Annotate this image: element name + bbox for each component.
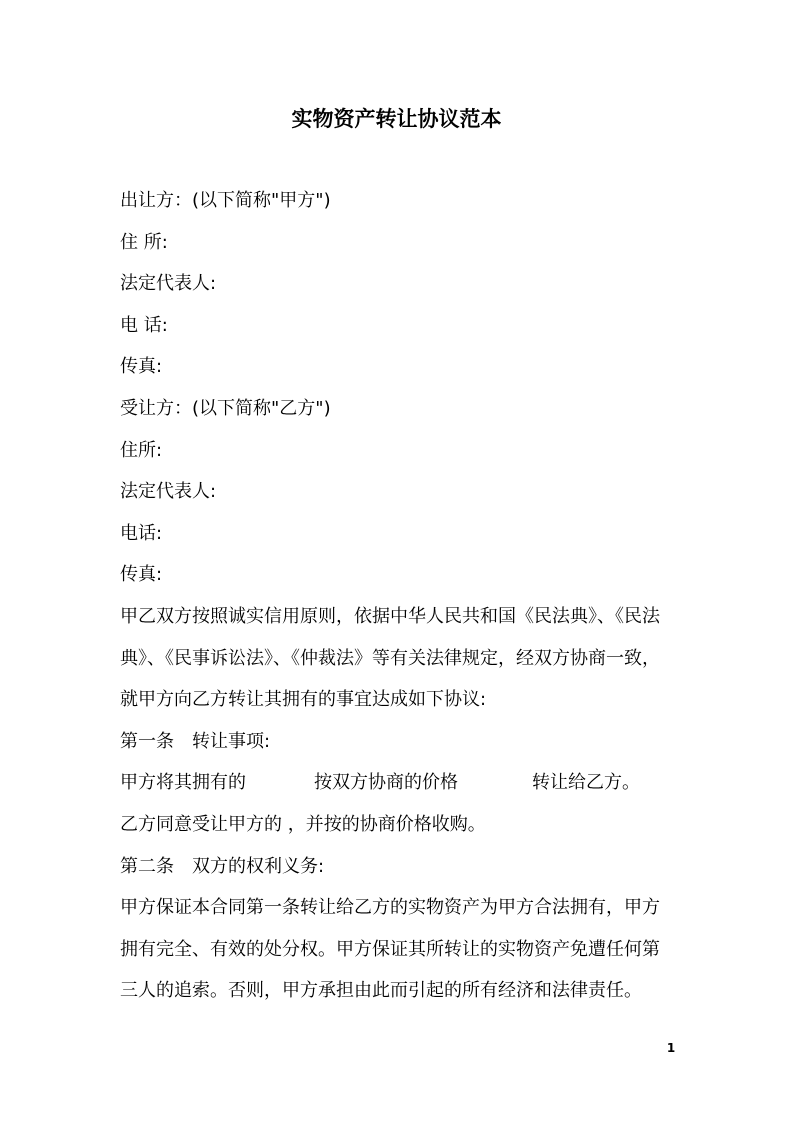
clause-2-number: 第二条 [120,855,174,877]
clause-2-line-2: 拥有完全、有效的处分权。甲方保证其所转让的实物资产免遭任何第 [120,938,660,960]
clause-1-sentence-1 [120,762,680,804]
transferee-address-line: 住所: [120,439,163,461]
transferor-legal-rep-line: 法定代表人: [120,273,217,295]
transferor-fax-line: 传真: [120,356,163,378]
clause-1-sentence-2: 乙方同意受让甲方的 ，并按的协商价格收购。 [120,813,486,835]
clause-1-part-3: 转让给乙方。 [532,772,640,794]
preamble-line-1: 甲乙双方按照诚实信用原则，依据中华人民共和国《民法典》、《民法 [120,605,660,627]
transferee-legal-rep-line: 法定代表人: [120,481,217,503]
clause-1-heading [120,721,680,763]
clause-1-number: 第一条 [120,730,174,752]
clause-1-title: 转让事项: [192,730,271,752]
clause-1-part-2: 按双方协商的价格 [314,772,458,794]
document-body [120,180,680,1012]
transferee-phone-line: 电话: [120,522,163,544]
clause-2-line-3: 三人的追索。否则，甲方承担由此而引起的所有经济和法律责任。 [120,980,642,1002]
clause-1-part-1: 甲方将其拥有的 [120,772,246,794]
transferor-line: 出让方：(以下简称"甲方") [120,190,331,211]
transferor-address-line: 住 所: [120,231,168,253]
page-number: 1 [666,1041,676,1055]
clause-2-title: 双方的权利义务: [192,855,325,877]
transferee-fax-line: 传真: [120,564,163,586]
clause-2-heading [120,846,680,888]
preamble-line-2: 典》、《民事诉讼法》、《仲裁法》等有关法律规定，经双方协商一致， [120,647,660,669]
clause-2-line-1: 甲方保证本合同第一条转让给乙方的实物资产为甲方合法拥有，甲方 [120,897,660,919]
transferee-line: 受让方：(以下简称"乙方") [120,397,331,419]
transferor-phone-line: 电 话: [120,314,168,336]
document-title: 实物资产转让协议范本 [291,107,502,131]
preamble-line-3: 就甲方向乙方转让其拥有的事宜达成如下协议: [120,689,487,711]
